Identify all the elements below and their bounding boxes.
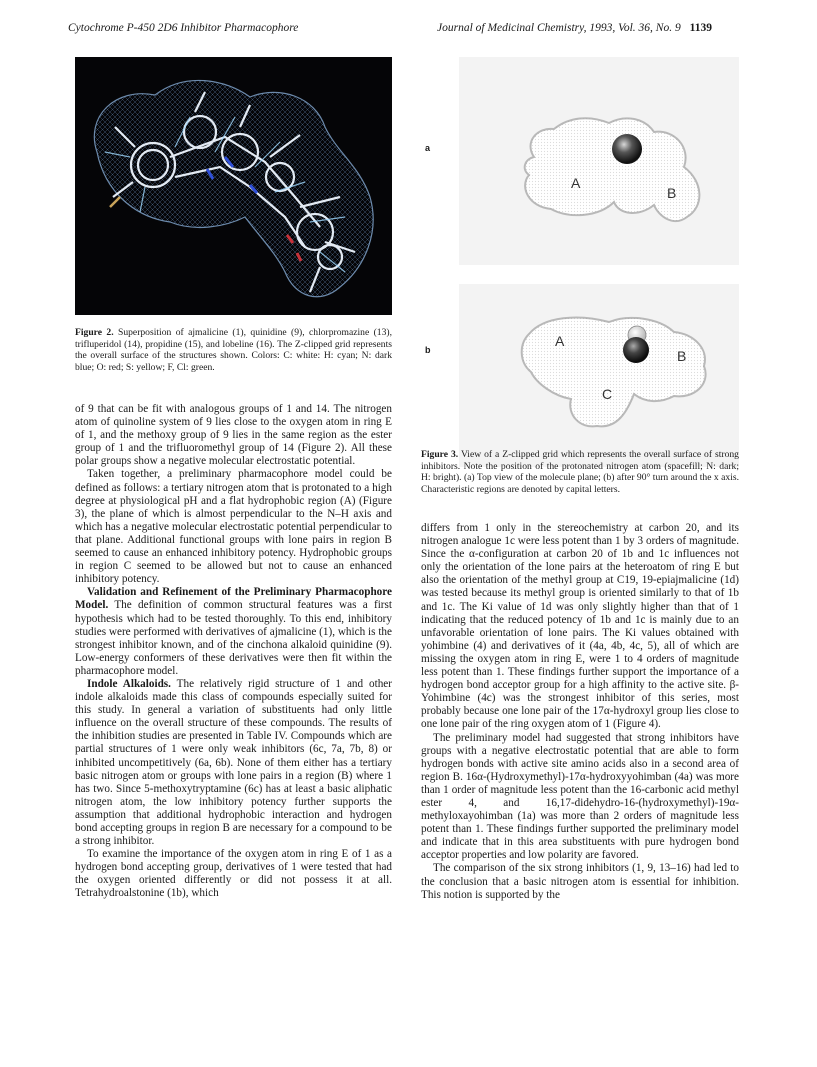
paragraph: differs from 1 only in the stereochemistry at carbon 20, and its nitrogen analogue 1c were less potent than 1 by 3 orders of magnitude. Since the α-configuration at carbon 20 of 1b and 1c influences not only the orientation of the lone pairs at the heteroatom of ring E but also the orientation of the methyl group at C19, 19-epiajmalicine (1d) was tested because its methyl group is oriented similarly to that of 1b and 1c. The Ki value of 1d was only slightly higher than that of 1 indicating that the reduced potency of 1b and 1c is mainly due to an unfavorable orientation of lone pairs. The Ki values obtained with yohimbine (4) and derivatives of it (4a, 4b, 4c, 5), all of which are missing the oxygen atom in ring E, were 1 to 4 orders of magnitude less potent than 1. These findings further support the importance of a hydrogen bond acceptor group for a high affinity to the active site. β-Yohimbine (4c) was the strongest inhibitor of this series, most probably because one lone pair of the 17α-hydroxyl group lies close to one lone pair of the ring oxygen atom of 1 (Figure 4). (421, 522, 739, 731)
region-a-label: A (571, 175, 581, 191)
right-column-body (421, 522, 739, 902)
paragraph: The preliminary model had suggested that strong inhibitors have groups with a negative electrostatic potential that are able to form hydrogen bonds with active site amino acids also in a second area of region B. 16α-(Hydroxymethyl)-17α-hydroxyyohimban (4a) was more than 1 order of magnitude less potent than the 16-carbonic acid methyl ester 4, and 16,17-didehydro-16-(hydroxymethyl)-19α-methyloxayohimban (1a) was more than 2 orders of magnitude less potent than 1. These findings further supported the preliminary model and indicate that in this area substituents with pure hydrogen bond acceptor properties and low polarity are favored. (421, 731, 739, 862)
figure-3-caption-text: View of a Z-clipped grid which represents the overall surface of strong inhibitors. Note the position of the protonated nitrogen atom (spacefill; N: dark; H: bright). (a) Top view of the molecule plane; (b) after 90° turn around the x axis. Characteristic regions are denoted by capital letters. (421, 449, 739, 496)
paragraph (75, 678, 392, 848)
region-c-label: C (602, 386, 613, 402)
region-a-label: A (555, 333, 565, 349)
page-number: 1139 (689, 22, 712, 34)
figure-2-caption-label: Figure 2. (75, 327, 114, 338)
figure-2-image (75, 57, 392, 315)
figure-3a-surface (459, 57, 739, 265)
figure-3a-image (459, 57, 739, 265)
region-b-label: B (677, 348, 687, 364)
paragraph: Taken together, a preliminary pharmacophore model could be defined as follows: a tertiary nitrogen atom that is protonated to a high degree at physiological pH and a flat hydrophobic region (A) (Figure 3), the plane of which is almost perpendicular to the N–H axis and which has a negative molecular electrostatic potential perpendicular to that plane. Additional functional groups with lone pairs in region B seemed to cause an enhanced inhibitory potency. Hydrophobic groups in region C seemed to be allowed but not to cause an enhanced inhibitory potency. (75, 468, 392, 586)
paragraph: To examine the importance of the oxygen atom in ring E of 1 as a hydrogen bond accepting group, derivatives of 1 were tested that had the oxygen oriented differently or did not possess it at all. Tetrahydroalstonine (1b), which (75, 848, 392, 900)
paragraph: of 9 that can be fit with analogous groups of 1 and 14. The nitrogen atom of quinoline system of 9 lies close to the oxygen atom in ring E of 1, and the methoxy group of 9 lies in the same region as the ester group of 1 and the trifluoromethyl group of 14 (Figure 2). All these polar groups show a negative molecular electrostatic potential. (75, 403, 392, 468)
figure-2-caption (75, 327, 392, 374)
paragraph (75, 586, 392, 678)
figure-2-caption-text: Superposition of ajmalicine (1), quinidine (9), chlorpromazine (13), trifluperidol (14), propidine (15), and lobeline (16). The Z-clipped grid represents the overall surface of the structures shown. Colors: C: white: H: cyan; N: dark blue; O: red; S: yellow; F, Cl: green. (75, 327, 392, 374)
figure-3-caption (421, 449, 739, 496)
paragraph-text: The relatively rigid structure of 1 and other indole alkaloids made this class of compounds especially suited for this study. In general a variation of substituents had only little influence on the overall structure of these compounds. The results of the inhibition studies are presented in Table IV. Compounds which are partial structures of 1 were only weak inhibitors (6c, 7a, 7b, 8) or inhibited uncompetitively (6a, 6b). None of them either has a tertiary basic nitrogen atom or groups with lone pairs in a region (B) where 1 has two. Since 5-methoxytryptamine (6c) has at least a basic aliphatic nitrogen atom, the low inhibitory potency further supports the assumption that additional hydrophobic interaction and hydrogen bond accepting groups in region B are necessary for a compound to be a strong inhibitor. (75, 677, 392, 848)
protonated-nitrogen-atom (623, 337, 649, 363)
figure-3b-label: b (425, 345, 431, 355)
figure-3a-label: a (425, 143, 431, 153)
region-b-label: B (667, 185, 677, 201)
paragraph: The comparison of the six strong inhibitors (1, 9, 13–16) had led to the conclusion that a basic nitrogen atom is essential for inhibition. This notion is supported by the (421, 862, 739, 901)
section-heading: Indole Alkaloids. (87, 677, 171, 690)
molecular-superposition-graphic (75, 57, 392, 315)
journal-citation: Journal of Medicinal Chemistry, 1993, Vol. 36, No. 9 (437, 22, 681, 34)
protonated-nitrogen-atom (612, 134, 642, 164)
section-heading: Validation and Refinement of the Preliminary Pharmacophore Model. (75, 586, 392, 612)
figure-3b-surface (459, 284, 739, 467)
paragraph-text: The definition of common structural features was a first hypothesis which had to be tested thoroughly. To this end, inhibitory studies were performed with derivatives of ajmalicine (1), which is the strongest inhibitor known, and of the cinchona alkaloid quinidine (9). Low-energy conformers of these derivatives were then fit within the pharmacophore model. (75, 599, 392, 677)
figure-3-caption-label: Figure 3. (421, 449, 459, 460)
left-column-body (75, 403, 392, 901)
running-header-left: Cytochrome P-450 2D6 Inhibitor Pharmacophore (68, 22, 299, 34)
figure-3b-image (459, 284, 739, 467)
running-header-right (437, 22, 712, 34)
